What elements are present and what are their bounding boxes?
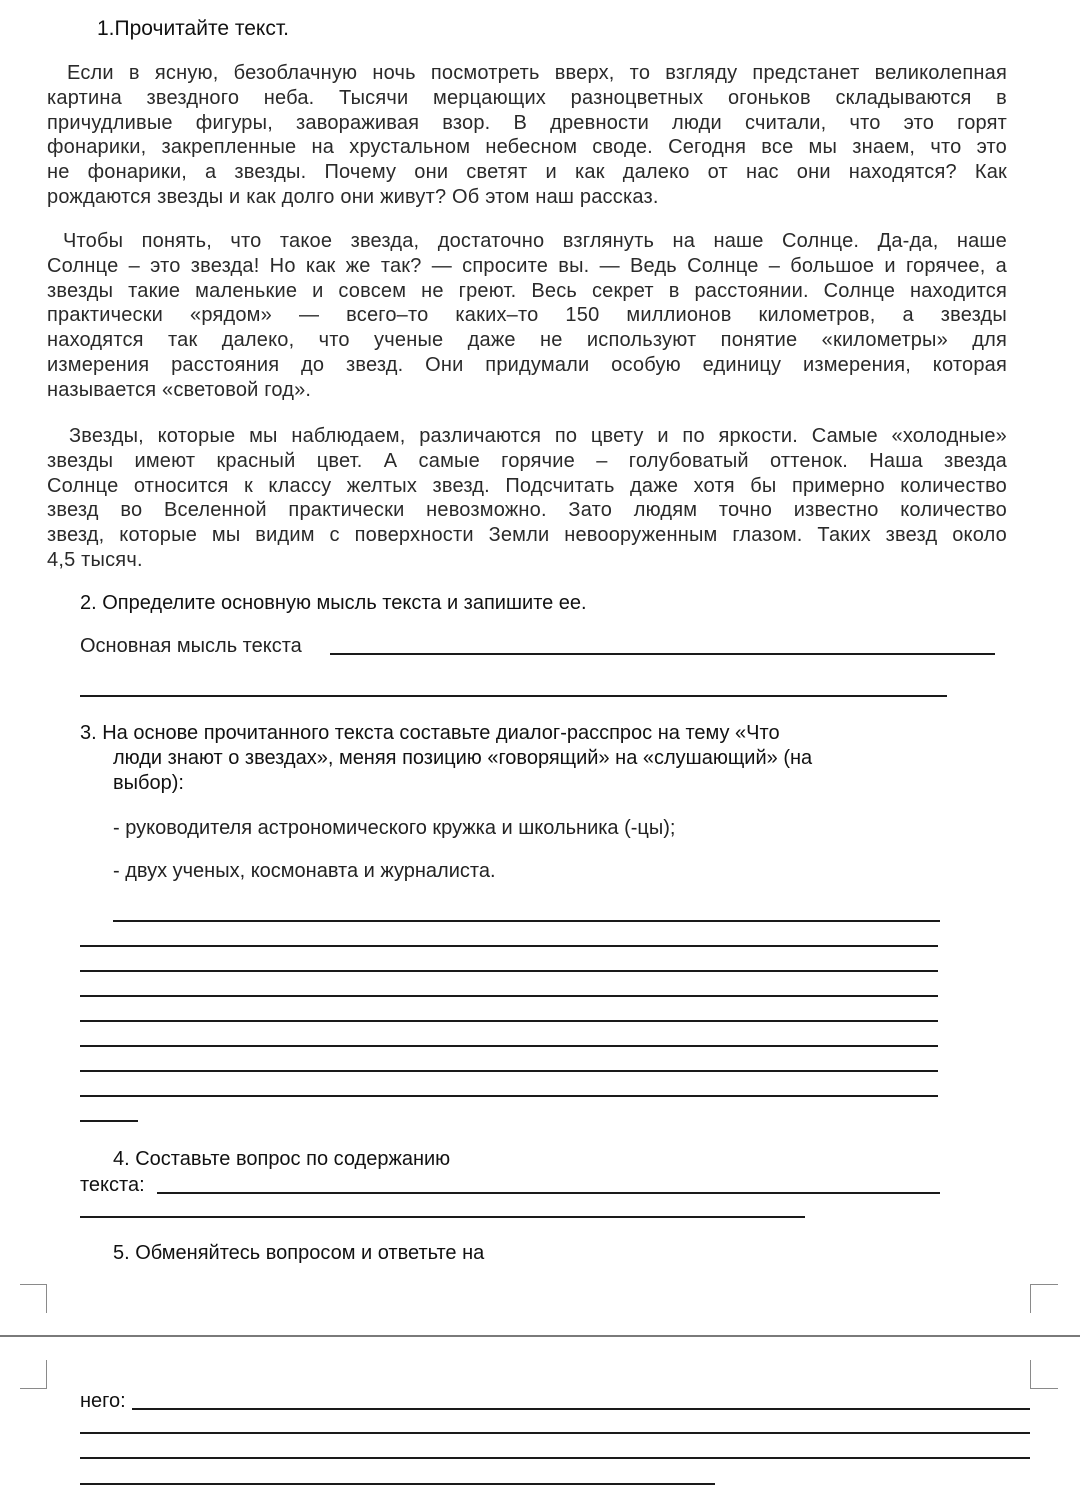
answer-line[interactable] [113,920,940,922]
text-line: звезды имеют красный цвет. А самые горячие – голубоватый оттенок. Наша звезда [47,449,1007,472]
page-break-separator [0,1335,1080,1337]
page-corner-mark [20,1284,47,1313]
text-line: фонарики, закрепленные на хрустальном небесном своде. Сегодня все мы знаем, что это [47,136,1007,159]
text-line: не фонарики, а звезды. Почему они светят и как далеко от нас они находятся? Как [47,161,1007,184]
answer-line[interactable] [157,1192,940,1194]
answer-line[interactable] [80,1020,938,1022]
answer-line[interactable] [80,945,938,947]
answer-line[interactable] [80,1045,938,1047]
page-corner-mark [1030,1360,1058,1389]
task2-title: 2. Определите основную мысль текста и запишите ее. [80,592,587,614]
text-line: 4,5 тысяч. [47,548,143,571]
answer-line[interactable] [80,1457,1030,1459]
task5-prompt: него: [80,1390,126,1412]
text-line: практически «рядом» — всего–то каких–то 150 миллионов километров, а звезды [47,304,1007,327]
text-line: звезды такие маленькие и совсем не греют. Весь секрет в расстоянии. Солнце находится [47,279,1007,302]
text-line: звезд во Вселенной практически невозможно. Зато людям точно известно количество [47,499,1007,522]
answer-line[interactable] [80,995,938,997]
task3-option-1: - руководителя астрономического кружка и школьника (-цы); [113,817,676,839]
page-corner-mark [20,1360,47,1389]
paragraph-2 [47,229,1007,403]
text-line: Чтобы понять, что такое звезда, достаточно взглянуть на наше Солнце. Да-да, наше [63,230,1007,252]
task3-title-line-3: выбор): [113,772,184,794]
text-line: находятся так далеко, что ученые даже не используют понятие «километры» для [47,329,1007,352]
task4-title: 4. Составьте вопрос по содержанию [113,1148,451,1170]
text-line: Если в ясную, безоблачную ночь посмотреть вверх, то взгляду предстанет великолепная [67,62,1007,84]
text-line: рождаются звезды и как долго они живут? Об этом наш рассказ. [47,185,659,208]
page-corner-mark [1030,1284,1058,1313]
answer-line[interactable] [330,653,995,655]
answer-line[interactable] [80,970,938,972]
task5-title: 5. Обменяйтесь вопросом и ответьте на [113,1242,485,1264]
answer-line[interactable] [132,1408,1030,1410]
text-line: Звезды, которые мы наблюдаем, различаются по цвету и по яркости. Самые «холодные» [69,425,1007,447]
text-line: картина звездного неба. Тысячи мерцающих разноцветных огоньков складываются в [47,86,1007,109]
paragraph-3 [47,424,1007,573]
task2-prompt: Основная мысль текста [80,635,302,657]
task3-option-2: - двух ученых, космонавта и журналиста. [113,860,496,882]
text-line: звезд, которые мы видим с поверхности Земли невооруженным глазом. Таких звезд около [47,524,1007,547]
answer-line[interactable] [80,1432,1030,1434]
paragraph-1 [47,61,1007,210]
text-line: причудливые фигуры, завораживая взор. В древности люди считали, что это горят [47,111,1007,134]
text-line: Солнце – это звезда! Но как же так? — спросите вы. — Ведь Солнце – большое и горячее, а [47,254,1007,277]
answer-line[interactable] [80,695,947,697]
answer-line[interactable] [80,1216,805,1218]
answer-line[interactable] [80,1095,938,1097]
task3-title-line-1: 3. На основе прочитанного текста составьте диалог-расспрос на тему «Что [80,722,780,744]
text-line: Солнце относится к классу желтых звезд. Подсчитать даже хотя бы примерно количество [47,474,1007,497]
answer-line[interactable] [80,1483,715,1485]
task3-title-line-2: люди знают о звездах», меняя позицию «говорящий» на «слушающий» (на [113,747,813,769]
task4-prompt: текста: [80,1174,145,1196]
answer-line[interactable] [80,1120,138,1122]
text-line: измерения расстояния до звезд. Они придумали особую единицу измерения, которая [47,353,1007,376]
answer-line[interactable] [80,1070,938,1072]
text-line: называется «световой год». [47,378,312,401]
task1-title: 1.Прочитайте текст. [97,17,289,40]
